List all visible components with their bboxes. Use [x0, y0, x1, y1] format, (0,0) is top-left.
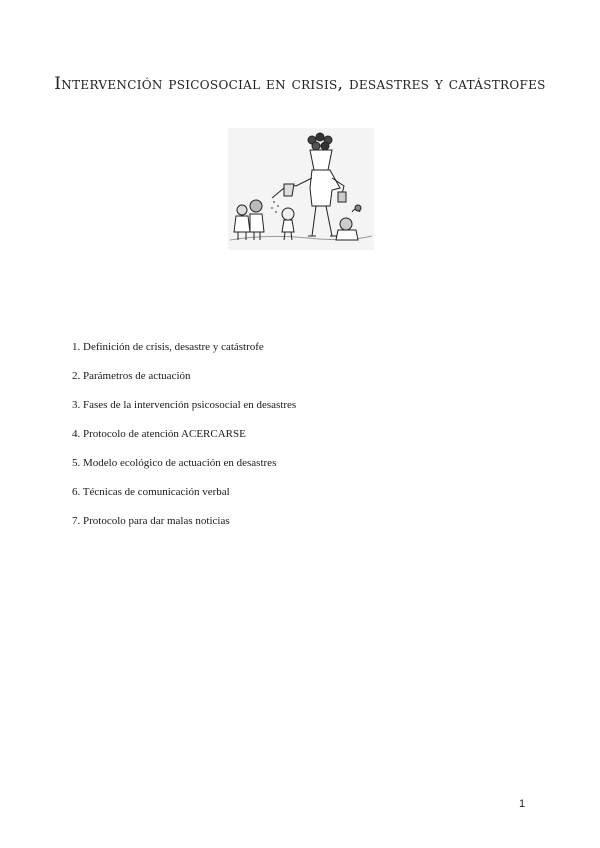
toc-item: 7. Protocolo para dar malas noticias: [72, 515, 230, 527]
toc-item: 3. Fases de la intervención psicosocial en desastres: [72, 399, 297, 411]
gardener-watering-children-illustration: [228, 128, 374, 250]
table-of-contents: [72, 340, 296, 543]
toc-item: 5. Modelo ecológico de actuación en desastres: [72, 457, 277, 469]
toc-item: 2. Parámetros de actuación: [72, 370, 191, 382]
toc-item: 4. Protocolo de atención ACERCARSE: [72, 428, 246, 440]
toc-item: 6. Técnicas de comunicación verbal: [72, 486, 230, 498]
document-title: Intervención psicosocial en crisis, desastres y catástrofes: [54, 74, 546, 94]
page-number: 1: [518, 798, 526, 810]
toc-item: 1. Definición de crisis, desastre y catástrofe: [72, 341, 264, 353]
